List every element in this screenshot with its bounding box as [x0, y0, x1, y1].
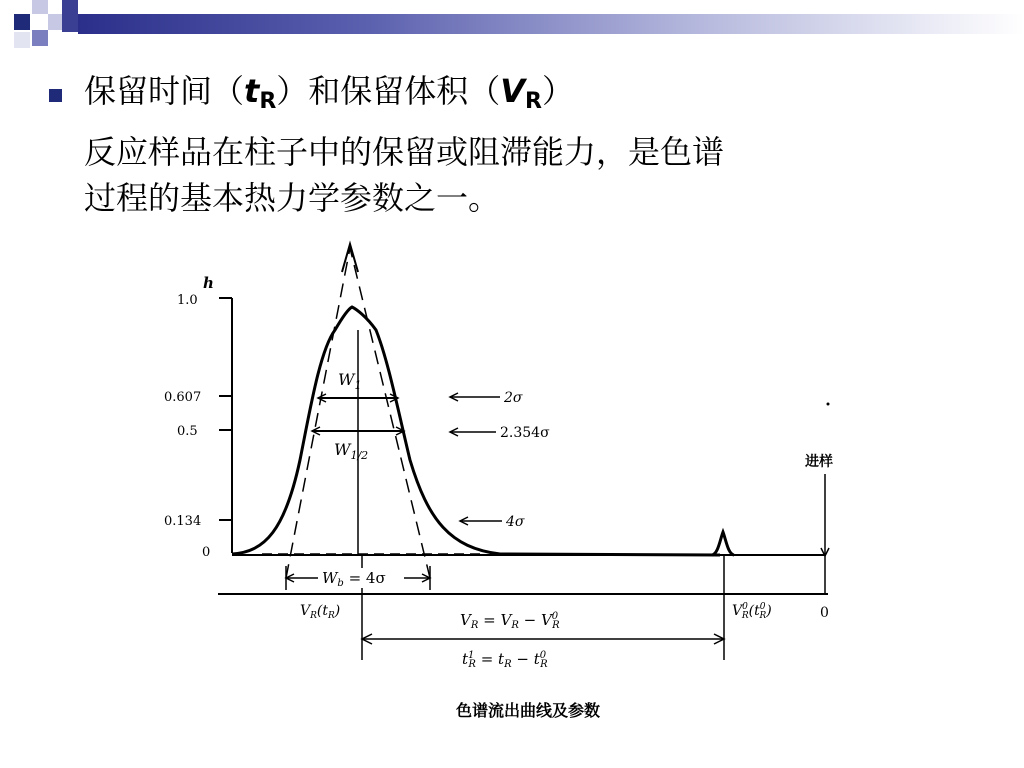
sigma-label-4: 4σ	[506, 514, 525, 530]
tangent-line-left	[286, 248, 350, 578]
vr-tr-label: $V_R(t_R)$	[300, 603, 341, 621]
zero-label: 0	[820, 605, 829, 621]
description-line-1: 反应样品在柱子中的保留或阻滞能力，是色谱	[84, 133, 725, 171]
sigma-label-2: 2σ	[504, 390, 523, 406]
heading-v-symbol: V	[500, 72, 526, 110]
description-line-2: 过程的基本热力学参数之一。	[84, 179, 501, 217]
heading-t-sub: R	[259, 89, 277, 114]
v0-t0-label: $V^0$ $R(t^0$ R)	[732, 602, 772, 621]
retention-volume-equation: $V_R = V_R - V^0$ R	[460, 611, 560, 631]
y-tick-label: 0.134	[164, 514, 202, 529]
tangent-line-right	[350, 248, 430, 578]
injection-label: 进样	[805, 454, 833, 470]
wb-label: $W_b = 4\sigma$	[322, 569, 386, 589]
figure-caption: 色谱流出曲线及参数	[456, 701, 601, 720]
stray-dot	[827, 403, 830, 406]
heading-text-3: ）	[542, 72, 575, 110]
y-tick-label: 0.607	[164, 390, 202, 405]
heading-text-1: 保留时间（	[84, 72, 245, 110]
injection-peak-curve	[712, 532, 734, 555]
y-tick-label: 1.0	[177, 293, 198, 308]
heading-t-symbol: t	[244, 72, 260, 110]
w-half-label: $W_{1/2}$	[334, 440, 369, 462]
y-axis-label: h	[203, 274, 214, 292]
adjusted-retention-time-equation: $t^1$ $R = t_R - t^0$ R	[462, 650, 548, 670]
sigma-label-2354: 2.354σ	[500, 425, 550, 441]
heading-v-sub: R	[525, 89, 542, 114]
y-tick-label: 0	[202, 545, 211, 560]
y-tick-label: 0.5	[177, 424, 198, 439]
heading-text-2: ）和保留体积（	[276, 72, 501, 110]
main-peak-curve	[232, 307, 720, 555]
w1-label: $W_1$	[338, 370, 362, 392]
